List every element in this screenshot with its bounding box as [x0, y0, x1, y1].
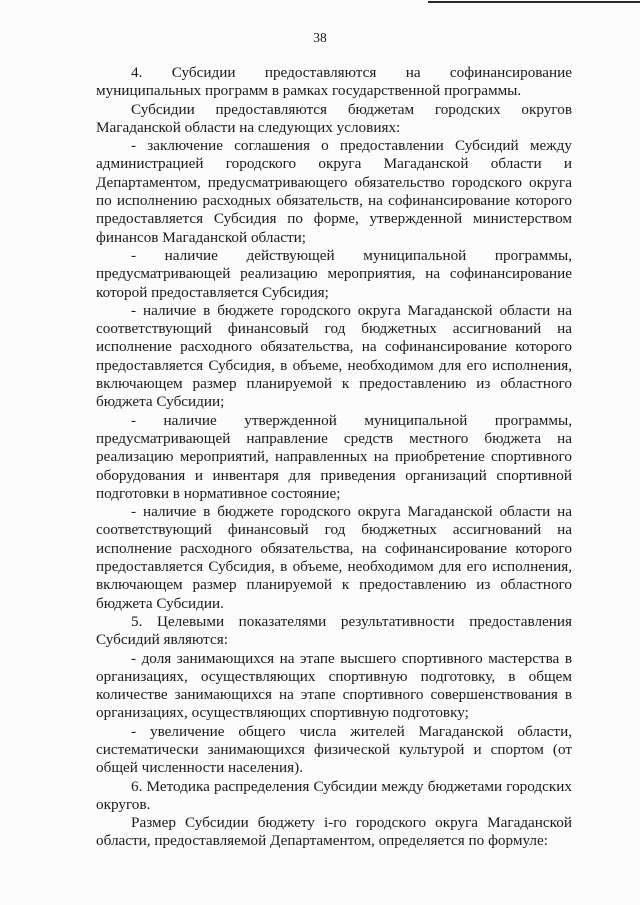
condition-active-program: - наличие действующей муниципальной программы, предусматривающей реализацию мероприятия, на софинансирование которой предоставляется Субсидия; [96, 246, 572, 301]
indicator-share-of-athletes: - доля занимающихся на этапе высшего спортивного мастерства в организациях, осуществляющих спортивную подготовку, в общем количестве занимающихся на этапе спортивного совершенствования в организациях, осуществляющих спортивную подготовку; [96, 649, 572, 722]
paragraph-distribution-method: 6. Методика распределения Субсидии между бюджетами городских округов. [96, 777, 572, 813]
condition-agreement: - заключение соглашения о предоставлении Субсидий между администрацией городского округа Магаданской области и Департаментом, предусматривающего обязательство городского округа по исполнению расходных обязательств, на софинансирование которого предоставляется Субсидия по форме, утвержденной министерством финансов Магаданской области; [96, 137, 572, 246]
indicator-population-growth: - увеличение общего числа жителей Магаданской области, систематически занимающихся физической культурой и спортом (от общей численности населения). [96, 722, 572, 777]
condition-approved-program: - наличие утвержденной муниципальной программы, предусматривающей направление средств местного бюджета на реализацию мероприятий, направленных на приобретение спортивного оборудования и инвентаря для приведения организаций спортивной подготовки в нормативное состояние; [96, 411, 572, 502]
top-edge-rule [428, 1, 640, 3]
condition-budget-allocations-2: - наличие в бюджете городского округа Магаданской области на соответствующий финансовый год бюджетных ассигнований на исполнение расходного обязательства, на софинансирование которого предоставляется Субсидия, в объеме, необходимом для его исполнения, включающем размер планируемой к предоставлению из областного бюджета Субсидии. [96, 503, 572, 612]
page-number: 38 [313, 30, 327, 45]
paragraph-target-indicators: 5. Целевыми показателями результативности предоставления Субсидий являются: [96, 612, 572, 649]
condition-budget-allocations: - наличие в бюджете городского округа Магаданской области на соответствующий финансовый год бюджетных ассигнований на исполнение расходного обязательства, на софинансирование которого предоставляется Субсидия, в объеме, необходимом для его исполнения, включающем размер планируемой к предоставлению из областного бюджета Субсидии; [96, 301, 572, 411]
paragraph-conditions-intro: Субсидии предоставляются бюджетам городских округов Магаданской области на следующих условиях: [96, 100, 572, 136]
document-body [96, 64, 572, 851]
paragraph-subsidy-cofinancing: 4. Субсидии предоставляются на софинансирование муниципальных программ в рамках государственной программы. [96, 64, 572, 100]
paragraph-formula-intro: Размер Субсидии бюджету i-го городского округа Магаданской области, предоставляемой Департаментом, определяется по формуле: [96, 814, 572, 850]
